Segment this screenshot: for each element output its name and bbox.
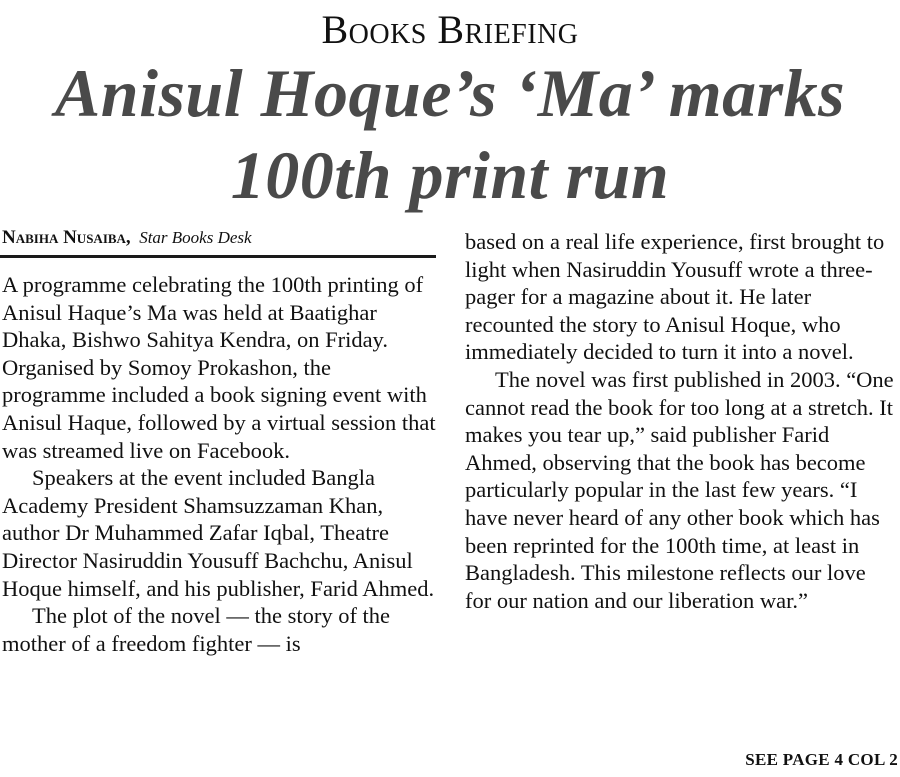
section-kicker: Books Briefing <box>321 7 579 52</box>
article-column-left <box>2 271 436 657</box>
paragraph: based on a real life experience, first brought to light when Nasiruddin Yousuff wrote a three-pager for a magazine about it. He later recounted the story to Anisul Hoque, who immediately decided to turn it into a novel. <box>465 229 885 365</box>
headline-line-2: 100th print run <box>230 137 670 213</box>
headline <box>0 52 900 216</box>
article-column-right <box>465 228 897 614</box>
byline-desk: Star Books Desk <box>139 228 252 247</box>
headline-line-1: Anisul Hoque’s ‘Ma’ marks <box>54 55 846 131</box>
byline <box>2 226 252 249</box>
paragraph: The plot of the novel — the story of the mother of a freedom fighter — is <box>2 603 391 656</box>
paragraph: Speakers at the event included Bangla Academy President Shamsuzzaman Khan, author Dr Muhammed Zafar Iqbal, Theatre Director Nasiruddin Yousuff Bachchu, Anisul Hoque himself, and his publisher, Farid Ahmed. <box>2 465 435 601</box>
paragraph: A programme celebrating the 100th printing of Anisul Haque’s Ma was held at Baatighar Dhaka, Bishwo Sahitya Kendra, on Friday. Organised by Somoy Prokashon, the programme included a book signing event with Anisul Haque, followed by a virtual session that was streamed live on Facebook. <box>2 272 436 463</box>
byline-rule <box>0 255 436 258</box>
continuation-jump-line: SEE PAGE 4 COL 2 <box>745 750 898 769</box>
byline-author: Nabiha Nusaiba, <box>2 227 131 248</box>
paragraph: The novel was first published in 2003. “One cannot read the book for too long at a stretch. It makes you tear up,” said publisher Farid Ahmed, observing that the book has become particularly popular in the last few years. “I have never heard of any other book which has been reprinted for the 100th time, at least in Bangladesh. This milestone reflects our love for our nation and our liberation war.” <box>465 366 894 613</box>
